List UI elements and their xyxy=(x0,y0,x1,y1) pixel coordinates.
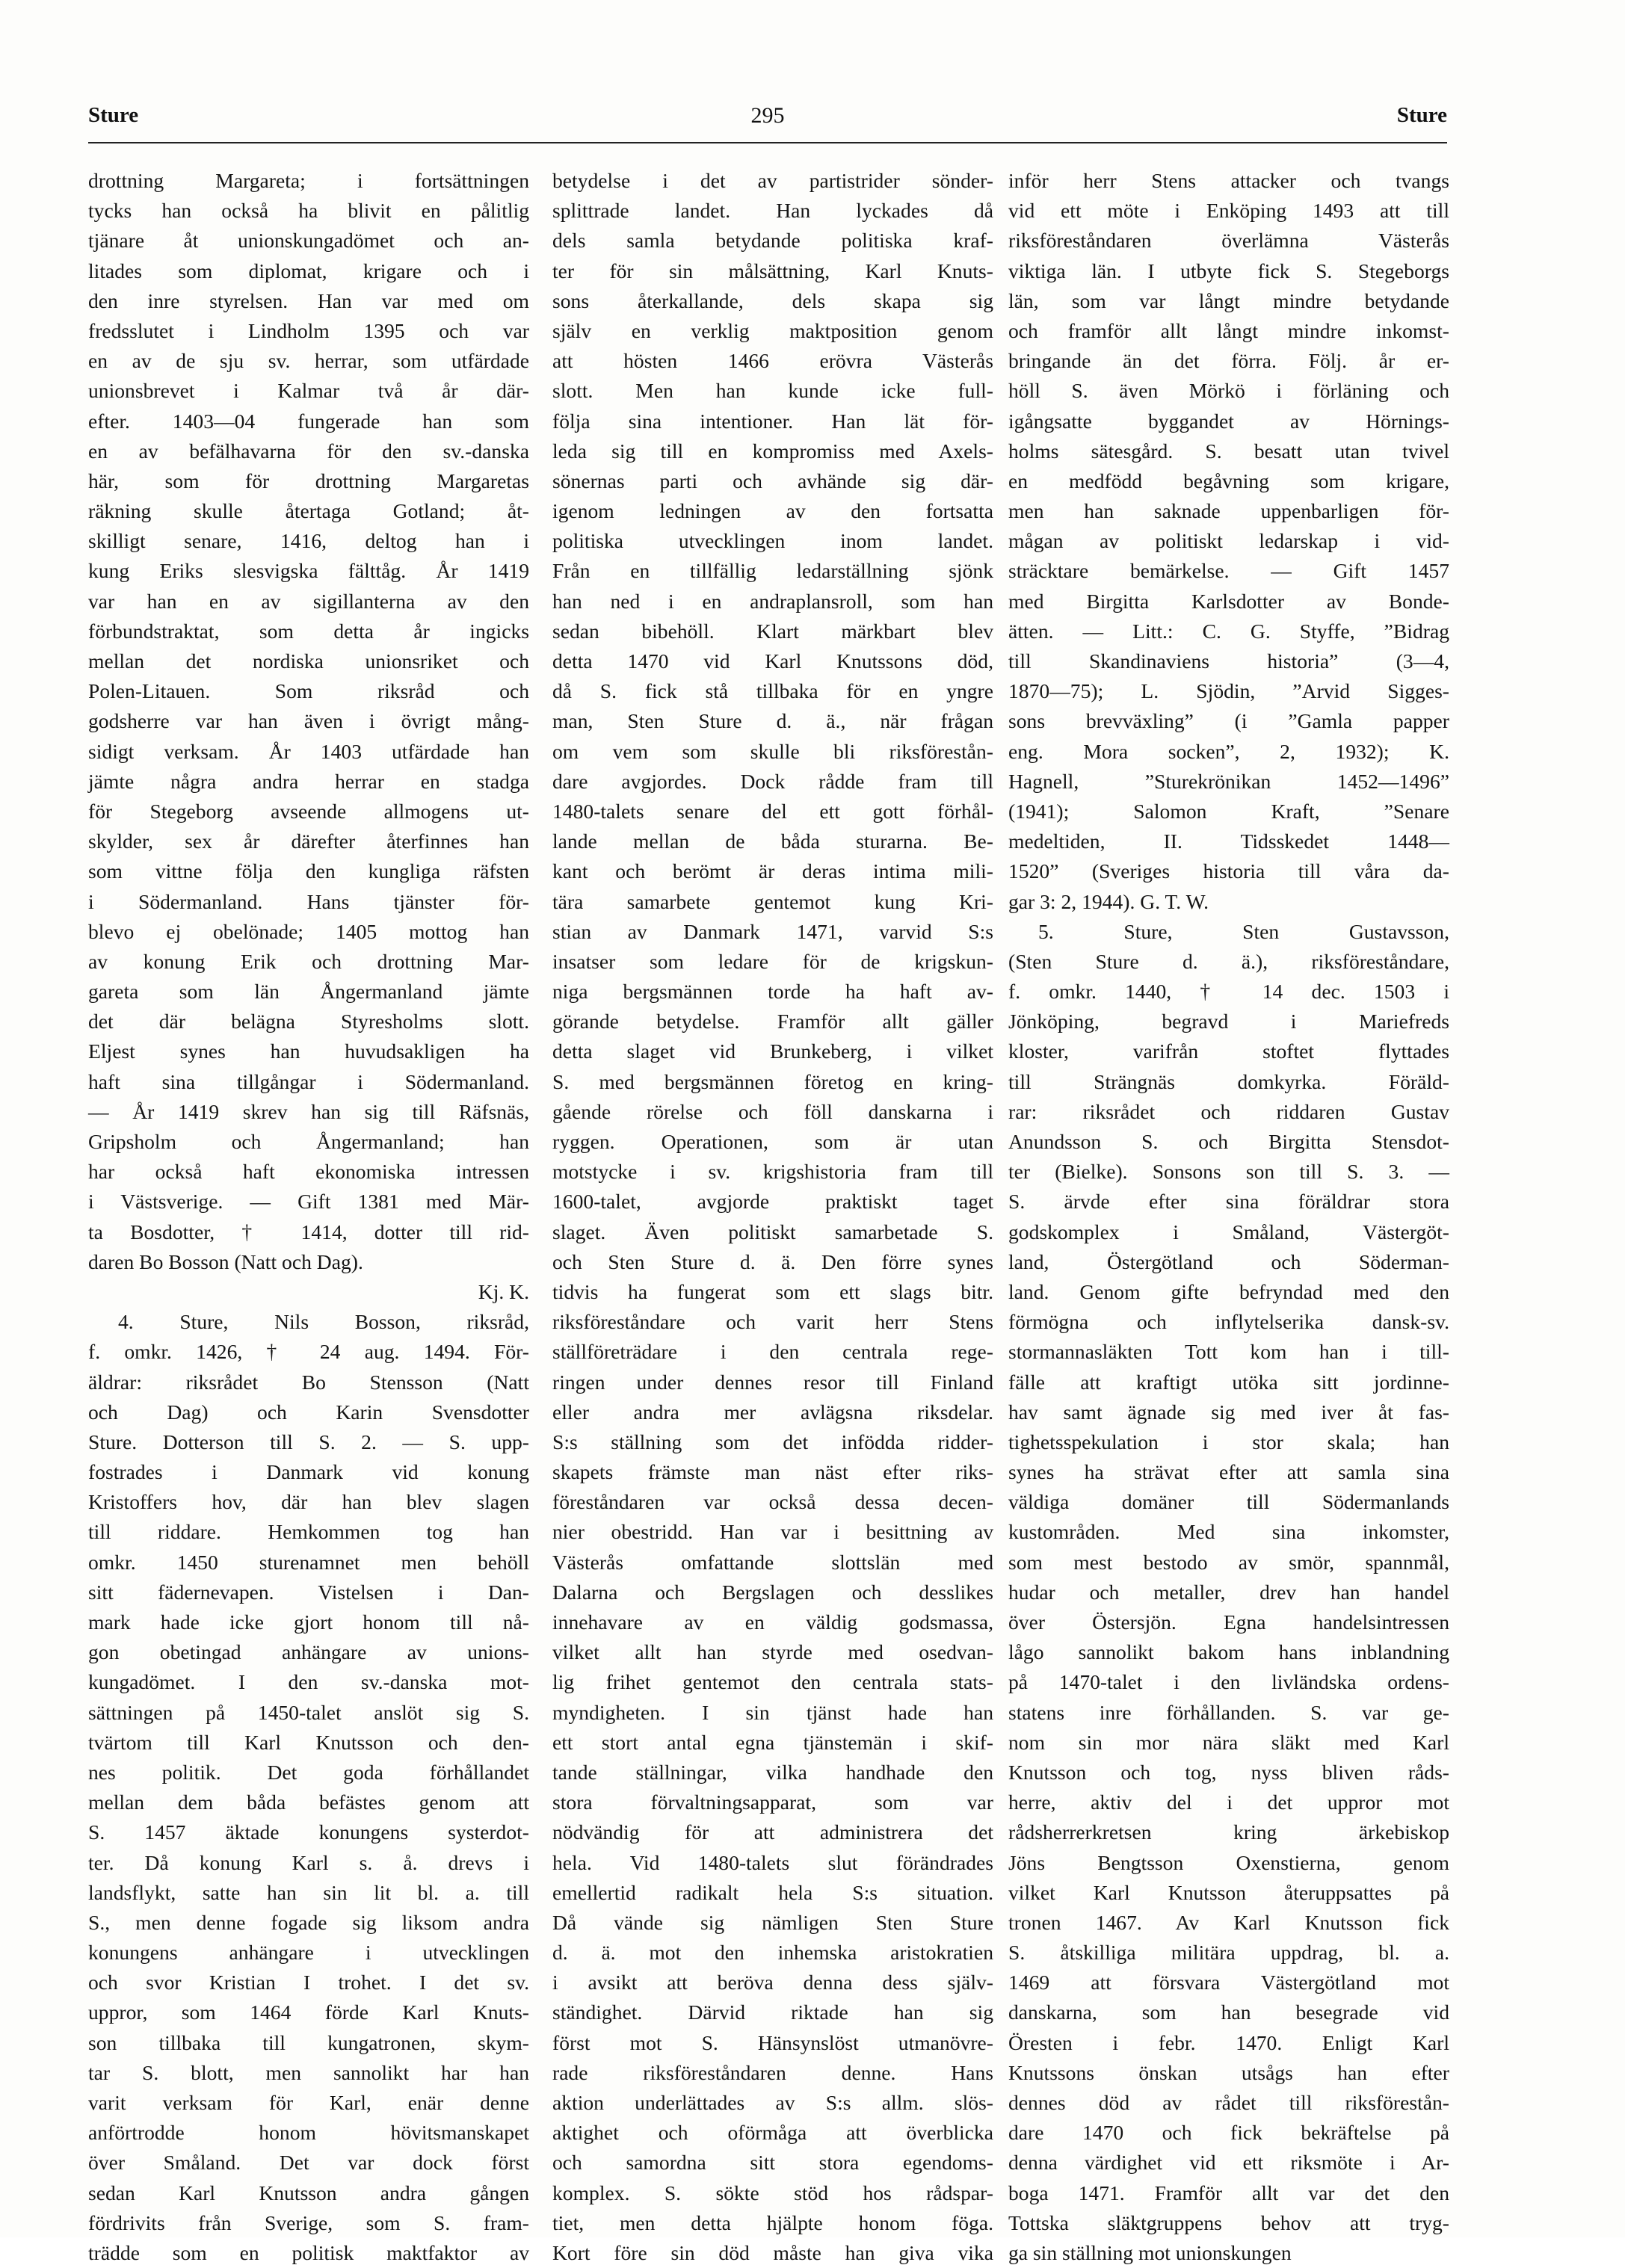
text-line: S. ärvde efter sina föräldrar stora xyxy=(1008,1190,1449,1214)
text-line: dare avgjordes. Dock rådde fram till xyxy=(552,769,993,793)
text-line: fredsslutet i Lindholm 1395 och var xyxy=(88,318,529,342)
text-line: Då vände sig nämligen Sten Sture xyxy=(552,1910,993,1934)
text-line: ga sin ställning mot unionskungen xyxy=(1008,2240,1292,2264)
header-left-title: Sture xyxy=(88,103,139,127)
text-line: till Strängnäs domkyrka. Föräld- xyxy=(1008,1069,1449,1093)
header-rule xyxy=(88,142,1447,143)
text-line: fostrades i Danmark vid konung xyxy=(88,1460,529,1484)
text-line: höll S. även Mörkö i förläning och xyxy=(1008,379,1449,403)
text-line: Polen-Litauen. Som riksråd och xyxy=(88,679,529,703)
text-line: ta Bosdotter, † 1414, dotter till rid- xyxy=(88,1220,529,1243)
text-line: vilket allt han styrde med osedvan- xyxy=(552,1640,993,1664)
text-line: trädde som en politisk maktfaktor av xyxy=(88,2240,529,2264)
text-line: synes ha strävat efter att samla sina xyxy=(1008,1460,1449,1484)
text-line: kustområden. Med sina inkomster, xyxy=(1008,1520,1449,1544)
text-line: S. med bergsmännen företog en kring- xyxy=(552,1069,993,1093)
text-line: lande mellan de båda sturarna. Be- xyxy=(552,829,993,853)
text-line: ryggen. Operationen, som är utan xyxy=(552,1130,993,1153)
text-line: tar S. blott, men sannolikt har han xyxy=(88,2060,529,2084)
text-line: och samordna sitt stora egendoms- xyxy=(552,2151,993,2175)
text-line: Från en tillfällig ledarställning sjönk xyxy=(552,559,993,583)
text-line: varit verksam för Karl, enär denne xyxy=(88,2091,529,2114)
text-line: har också haft ekonomiska intressen xyxy=(88,1160,529,1184)
text-line: 1480-talets senare del ett gott förhål- xyxy=(552,799,993,823)
text-line: igenom ledningen av den fortsatta xyxy=(552,499,993,523)
text-line: boga 1471. Framför allt var det den xyxy=(1008,2181,1449,2204)
text-line: och Dag) och Karin Svensdotter xyxy=(88,1400,529,1424)
text-line: ställföreträdare i den centrala rege- xyxy=(552,1340,993,1364)
text-line: S., men denne fogade sig liksom andra xyxy=(88,1910,529,1934)
text-line: eng. Mora socken”, 2, 1932); K. xyxy=(1008,739,1449,763)
text-line: (1941); Salomon Kraft, ”Senare xyxy=(1008,799,1449,823)
text-line: ätten. — Litt.: C. G. Styffe, ”Bidrag xyxy=(1008,619,1449,643)
text-line: ter. Då konung Karl s. å. drevs i xyxy=(88,1850,529,1874)
text-line: tiet, men detta hjälpte honom föga. xyxy=(552,2210,993,2234)
text-line: av konung Erik och drottning Mar- xyxy=(88,949,529,973)
text-line: land, Östergötland och Söderman- xyxy=(1008,1249,1449,1273)
text-line: herre, aktiv del i det uppror mot xyxy=(1008,1790,1449,1814)
text-line: Gripsholm och Ångermanland; han xyxy=(88,1130,529,1153)
text-line: godskomplex i Småland, Västergöt- xyxy=(1008,1220,1449,1243)
text-line: vilket Karl Knutsson återuppsattes på xyxy=(1008,1880,1449,1904)
text-line: som mest bestodo av smör, spannmål, xyxy=(1008,1550,1449,1574)
text-line: Dalarna och Bergslagen och desslikes xyxy=(552,1580,993,1604)
text-line: skylder, sex år därefter återfinnes han xyxy=(88,829,529,853)
text-line: på 1470-talet i den livländska ordens- xyxy=(1008,1670,1449,1694)
text-line: förmögna och inflytelserika dansk-sv. xyxy=(1008,1310,1449,1334)
text-column-3 xyxy=(1008,166,1449,2264)
text-line: här, som för drottning Margaretas xyxy=(88,469,529,492)
text-line: Hagnell, ”Sturekrönikan 1452—1496” xyxy=(1008,769,1449,793)
text-column-2 xyxy=(552,166,993,2264)
text-line: tronen 1467. Av Karl Knutsson fick xyxy=(1008,1910,1449,1934)
text-line: ringen under dennes resor till Finland xyxy=(552,1370,993,1394)
text-line: skilligt senare, 1416, deltog han i xyxy=(88,529,529,553)
text-line: sedan bibehöll. Klart märkbart blev xyxy=(552,619,993,643)
text-line: medeltiden, II. Tidsskedet 1448— xyxy=(1008,829,1449,853)
text-line: land. Genom gifte befryndad med den xyxy=(1008,1279,1449,1303)
text-line: till Skandinaviens historia” (3—4, xyxy=(1008,649,1449,673)
text-line: lågo sannolikt bakom hans inblandning xyxy=(1008,1640,1449,1664)
text-line: komplex. S. sökte stöd hos rådspar- xyxy=(552,2181,993,2204)
text-line: lig frihet gentemot den centrala stats- xyxy=(552,1670,993,1694)
text-line: 1600-talet, avgjorde praktiskt taget xyxy=(552,1190,993,1214)
text-line: haft sina tillgångar i Södermanland. xyxy=(88,1069,529,1093)
text-line: vid ett möte i Enköping 1493 att till xyxy=(1008,199,1449,223)
text-line: och svor Kristian I trohet. I det sv. xyxy=(88,1971,529,1994)
text-line: inför herr Stens attacker och tvangs xyxy=(1008,169,1449,192)
text-line: innehavare av en väldig godsmassa, xyxy=(552,1610,993,1634)
text-line: denna värdighet vid ett riksmöte i Ar- xyxy=(1008,2151,1449,2175)
text-line: först mot S. Hänsynslöst utmanövre- xyxy=(552,2030,993,2054)
text-line: tycks han också ha blivit en pålitlig xyxy=(88,199,529,223)
text-line: detta 1470 vid Karl Knutssons död, xyxy=(552,649,993,673)
text-line: Knutssons önskan utsågs han efter xyxy=(1008,2060,1449,2084)
text-line: hudar och metaller, drev han handel xyxy=(1008,1580,1449,1604)
text-line: S. 1457 äktade konungens systerdot- xyxy=(88,1820,529,1844)
text-line: i Västsverige. — Gift 1381 med Mär- xyxy=(88,1190,529,1214)
text-line: blevo ej obelönade; 1405 mottog han xyxy=(88,919,529,943)
text-line: unionsbrevet i Kalmar två år där- xyxy=(88,379,529,403)
text-line: över Östersjön. Egna handelsintressen xyxy=(1008,1610,1449,1634)
text-line: sönernas parti och avhände sig där- xyxy=(552,469,993,492)
text-line: väldiga domäner till Södermanlands xyxy=(1008,1490,1449,1514)
text-line: holms sätesgård. S. besatt utan tvivel xyxy=(1008,439,1449,463)
text-line: gående rörelse och föll danskarna i xyxy=(552,1099,993,1123)
text-line: i avsikt att beröva denna dess själv- xyxy=(552,1971,993,1994)
text-column-1 xyxy=(88,166,529,2264)
text-line: föreståndaren var också dessa decen- xyxy=(552,1490,993,1514)
text-line: 1469 att försvara Västergötland mot xyxy=(1008,1971,1449,1994)
text-line: betydelse i det av partistrider sönder- xyxy=(552,169,993,192)
text-line: igångsatte byggandet av Hörnings- xyxy=(1008,409,1449,433)
text-line: viktiga län. I utbyte fick S. Stegeborgs xyxy=(1008,259,1449,282)
text-line: hela. Vid 1480-talets slut förändrades xyxy=(552,1850,993,1874)
text-line: fälle att kraftigt utöka sitt jordinne- xyxy=(1008,1370,1449,1394)
text-line: ter för sin målsättning, Karl Knuts- xyxy=(552,259,993,282)
text-line: efter. 1403—04 fungerade han som xyxy=(88,409,529,433)
text-line: gareta som län Ångermanland jämte xyxy=(88,980,529,1004)
text-line: Sture. Dotterson till S. 2. — S. upp- xyxy=(88,1430,529,1453)
text-line: d. ä. mot den inhemska aristokratien xyxy=(552,1941,993,1965)
text-line: tidvis ha fungerat som ett slags bitr. xyxy=(552,1279,993,1303)
text-line: daren Bo Bosson (Natt och Dag). xyxy=(88,1249,363,1273)
text-line: rar: riksrådet och riddaren Gustav xyxy=(1008,1099,1449,1123)
text-line: Anundsson S. och Birgitta Stensdot- xyxy=(1008,1130,1449,1153)
text-line: konungens anhängare i utvecklingen xyxy=(88,1941,529,1965)
text-line: leda sig till en kompromiss med Axels- xyxy=(552,439,993,463)
text-line: gon obetingad anhängare av unions- xyxy=(88,1640,529,1664)
text-line: gar 3: 2, 1944). G. T. W. xyxy=(1008,889,1209,913)
text-line: sträcktare bemärkelse. — Gift 1457 xyxy=(1008,559,1449,583)
text-line: nes politik. Det goda förhållandet xyxy=(88,1760,529,1784)
text-line: dare 1470 och fick bekräftelse på xyxy=(1008,2121,1449,2145)
text-line: följa sina intentioner. Han lät för- xyxy=(552,409,993,433)
text-line: stian av Danmark 1471, varvid S:s xyxy=(552,919,993,943)
text-line: splittrade landet. Han lyckades då xyxy=(552,199,993,223)
text-line: Jönköping, begravd i Mariefreds xyxy=(1008,1010,1449,1033)
text-line: fördrivits från Sverige, som S. fram- xyxy=(88,2210,529,2234)
text-line: riksföreståndaren överlämna Västerås xyxy=(1008,229,1449,253)
text-line: Kort före sin död måste han giva vika xyxy=(552,2240,993,2264)
text-line: sons återkallande, dels skapa sig xyxy=(552,288,993,312)
text-line: son tillbaka till kungatronen, skym- xyxy=(88,2030,529,2054)
text-line: hav samt ägnade sig med iver åt fas- xyxy=(1008,1400,1449,1424)
text-line: en medfödd begåvning som krigare, xyxy=(1008,469,1449,492)
text-line: mågan av politiskt ledarskap i vid- xyxy=(1008,529,1449,553)
text-line: — År 1419 skrev han sig till Räfsnäs, xyxy=(88,1099,529,1123)
text-line: över Småland. Det var dock först xyxy=(88,2151,529,2175)
text-line: sitt fädernevapen. Vistelsen i Dan- xyxy=(88,1580,529,1604)
text-line: Öresten i febr. 1470. Enligt Karl xyxy=(1008,2030,1449,2054)
text-line: drottning Margareta; i fortsättningen xyxy=(88,169,529,192)
text-line: ter (Bielke). Sonsons son till S. 3. — xyxy=(1008,1160,1449,1184)
text-line: sons brevväxling” (i ”Gamla papper xyxy=(1008,709,1449,733)
text-line: mellan det nordiska unionsriket och xyxy=(88,649,529,673)
text-line: man, Sten Sture d. ä., när frågan xyxy=(552,709,993,733)
text-line: 1520” (Sveriges historia till våra da- xyxy=(1008,859,1449,883)
text-line: det där belägna Styresholms slott. xyxy=(88,1010,529,1033)
text-line: nom sin mor nära släkt med Karl xyxy=(1008,1730,1449,1754)
text-line: slott. Men han kunde icke full- xyxy=(552,379,993,403)
text-line: f. omkr. 1426, † 24 aug. 1494. För- xyxy=(88,1340,529,1364)
text-line: aktighet och oförmåga att överblicka xyxy=(552,2121,993,2145)
text-line: en av befälhavarna för den sv.-danska xyxy=(88,439,529,463)
text-line: som vittne följa den kungliga räfsten xyxy=(88,859,529,883)
text-line: äldrar: riksrådet Bo Stensson (Natt xyxy=(88,1370,529,1394)
text-line: niga bergsmännen torde ha haft av- xyxy=(552,980,993,1004)
text-line: kant och berömt är deras intima mili- xyxy=(552,859,993,883)
text-line: sedan Karl Knutsson andra gången xyxy=(88,2181,529,2204)
text-line: Kristoffers hov, där han blev slagen xyxy=(88,1490,529,1514)
text-line: om vem som skulle bli riksförestån- xyxy=(552,739,993,763)
text-line: Västerås omfattande slottslän med xyxy=(552,1550,993,1574)
text-line: räkning skulle återtaga Gotland; åt- xyxy=(88,499,529,523)
text-line: landsflykt, satte han sin lit bl. a. till xyxy=(88,1880,529,1904)
text-line: till riddare. Hemkommen tog han xyxy=(88,1520,529,1544)
text-line: eller andra mer avlägsna riksdelar. xyxy=(552,1400,993,1424)
text-line: län, som var långt mindre betydande xyxy=(1008,288,1449,312)
text-line: han ned i en andraplansroll, som han xyxy=(552,589,993,613)
text-line: Jöns Bengtsson Oxenstierna, genom xyxy=(1008,1850,1449,1874)
text-line: Tottska släktgruppens behov att tryg- xyxy=(1008,2210,1449,2234)
text-line: omkr. 1450 sturenamnet men behöll xyxy=(88,1550,529,1574)
running-header xyxy=(88,103,1447,133)
text-line: riksföreståndare och varit herr Stens xyxy=(552,1310,993,1334)
text-line: en av de sju sv. herrar, som utfärdade xyxy=(88,349,529,373)
text-line: (Sten Sture d. ä.), riksföreståndare, xyxy=(1008,949,1449,973)
text-line: mark hade icke gjort honom till nå- xyxy=(88,1610,529,1634)
text-line: stora förvaltningsapparat, som var xyxy=(552,1790,993,1814)
text-line: kungadömet. I den sv.-danska mot- xyxy=(88,1670,529,1694)
text-line: f. omkr. 1440, † 14 dec. 1503 i xyxy=(1008,980,1449,1004)
text-line: ständighet. Därvid riktade han sig xyxy=(552,2000,993,2024)
text-line: var han en av sigillanterna av den xyxy=(88,589,529,613)
text-line: med Birgitta Karlsdotter av Bonde- xyxy=(1008,589,1449,613)
text-line: 4. Sture, Nils Bosson, riksråd, xyxy=(118,1310,529,1334)
text-line: insatser som ledare för de krigskun- xyxy=(552,949,993,973)
text-line: i Södermanland. Hans tjänster för- xyxy=(88,889,529,913)
text-line: förbundstraktat, som detta år ingicks xyxy=(88,619,529,643)
text-line: emellertid radikalt hela S:s situation. xyxy=(552,1880,993,1904)
text-line: nier obestridd. Han var i besittning av xyxy=(552,1520,993,1544)
text-line: kloster, varifrån stoftet flyttades xyxy=(1008,1039,1449,1063)
page-number: 295 xyxy=(750,103,785,128)
text-line: själv en verklig maktposition genom xyxy=(552,318,993,342)
text-line: Eljest synes han huvudsakligen ha xyxy=(88,1039,529,1063)
text-line: ett stort antal egna tjänstemän i skif- xyxy=(552,1730,993,1754)
text-line: motstycke i sv. krigshistoria fram till xyxy=(552,1160,993,1184)
text-line: då S. fick stå tillbaka för en yngre xyxy=(552,679,993,703)
text-line: kung Eriks slesvigska fälttåg. År 1419 xyxy=(88,559,529,583)
text-line: statens inre förhållanden. S. var ge- xyxy=(1008,1700,1449,1724)
text-line: tighetsspekulation i stor skala; han xyxy=(1008,1430,1449,1453)
text-line: tjänare åt unionskungadömet och an- xyxy=(88,229,529,253)
text-line: tvärtom till Karl Knutsson och den- xyxy=(88,1730,529,1754)
text-line: danskarna, som han besegrade vid xyxy=(1008,2000,1449,2024)
header-right-title: Sture xyxy=(1396,103,1447,127)
text-line: 1870—75); L. Sjödin, ”Arvid Sigges- xyxy=(1008,679,1449,703)
text-line: politiska utvecklingen inom landet. xyxy=(552,529,993,553)
text-line: detta slaget vid Brunkeberg, i vilket xyxy=(552,1039,993,1063)
text-line: 5. Sture, Sten Gustavsson, xyxy=(1038,919,1449,943)
text-line: bringande än det förra. Följ. år er- xyxy=(1008,349,1449,373)
text-line: anförtrodde honom hövitsmanskapet xyxy=(88,2121,529,2145)
text-line: och Sten Sture d. ä. Den förre synes xyxy=(552,1249,993,1273)
text-line: nödvändig för att administrera det xyxy=(552,1820,993,1844)
text-line: jämte några andra herrar en stadga xyxy=(88,769,529,793)
text-line: godsherre var han även i övrigt mång- xyxy=(88,709,529,733)
text-line: och framför allt långt mindre inkomst- xyxy=(1008,318,1449,342)
text-line: sättningen på 1450-talet anslöt sig S. xyxy=(88,1700,529,1724)
text-line: den inre styrelsen. Han var med om xyxy=(88,288,529,312)
text-line: Knutsson och tog, nyss bliven råds- xyxy=(1008,1760,1449,1784)
text-line: att hösten 1466 erövra Västerås xyxy=(552,349,993,373)
text-line: stormannasläkten Tott kom han i till- xyxy=(1008,1340,1449,1364)
text-line: men han saknade uppenbarligen för- xyxy=(1008,499,1449,523)
text-line: för Stegeborg avseende allmogens ut- xyxy=(88,799,529,823)
text-line: rådsherrerkretsen kring ärkebiskop xyxy=(1008,1820,1449,1844)
text-line: tära samarbete gentemot kung Kri- xyxy=(552,889,993,913)
text-line: dels samla betydande politiska kraf- xyxy=(552,229,993,253)
text-line: dennes död av rådet till riksförestån- xyxy=(1008,2091,1449,2114)
text-line: uppror, som 1464 förde Karl Knuts- xyxy=(88,2000,529,2024)
text-line: tande ställningar, vilka handhade den xyxy=(552,1760,993,1784)
text-line: mellan dem båda befästes genom att xyxy=(88,1790,529,1814)
text-line: Kj. K. xyxy=(478,1279,529,1303)
text-line: litades som diplomat, krigare och i xyxy=(88,259,529,282)
text-line: görande betydelse. Framför allt gäller xyxy=(552,1010,993,1033)
text-line: rade riksföreståndaren denne. Hans xyxy=(552,2060,993,2084)
text-line: S:s ställning som det infödda ridder- xyxy=(552,1430,993,1453)
text-line: skapets främste man näst efter riks- xyxy=(552,1460,993,1484)
text-line: aktion underlättades av S:s allm. slös- xyxy=(552,2091,993,2114)
text-line: myndigheten. I sin tjänst hade han xyxy=(552,1700,993,1724)
text-line: slaget. Även politiskt samarbetade S. xyxy=(552,1220,993,1243)
text-line: sidigt verksam. År 1403 utfärdade han xyxy=(88,739,529,763)
text-line: S. åtskilliga militära uppdrag, bl. a. xyxy=(1008,1941,1449,1965)
